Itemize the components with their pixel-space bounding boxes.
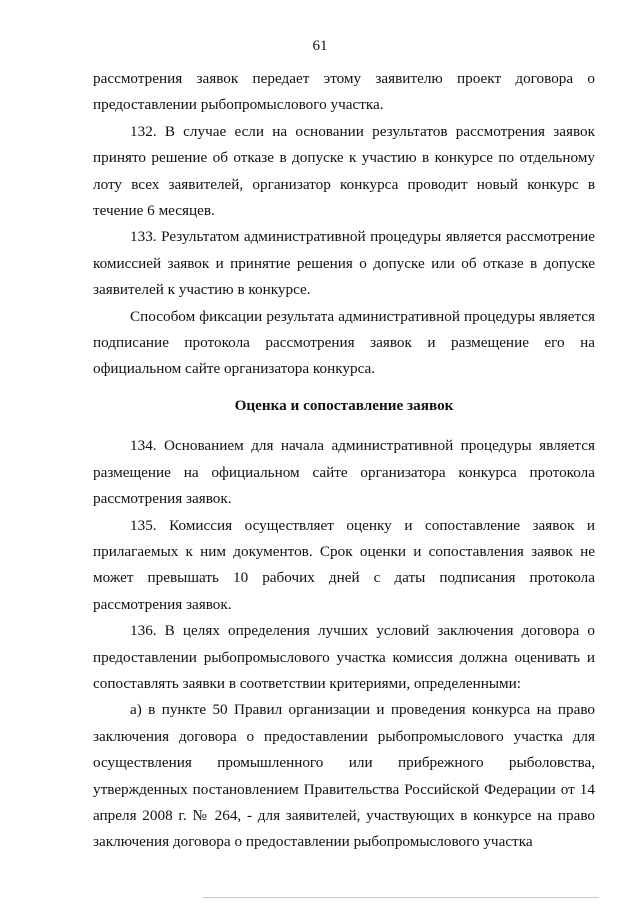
paragraph-132: 132. В случае если на основании результатов рассмотрения заявок принято решение об отказе в допуске к участию в конкурсе по отдельному лоту всех заявителей, организатор конкурса проводит новый конкурс в течение 6 месяцев. — [93, 122, 595, 220]
paragraph-continuation: рассмотрения заявок передает этому заявителю проект договора о предоставлении рыбопромыслового участка. — [93, 70, 595, 114]
paragraph-134: 134. Основанием для начала административной процедуры является размещение на официальном сайте организатора конкурса протокола рассмотрения заявок. — [93, 437, 595, 508]
paragraph-133: 133. Результатом административной процедуры является рассмотрение комиссией заявок и принятие решения о допуске или об отказе в допуске заявителей к участию в конкурсе. — [93, 228, 595, 299]
page-number: 61 — [312, 38, 328, 54]
paragraph-133-fixation: Способом фиксации результата административной процедуры является подписание протокола рассмотрения заявок и размещение его на официальном сайте организатора конкурса. — [93, 307, 595, 378]
paragraph-136: 136. В целях определения лучших условий заключения договора о предоставлении рыбопромыслового участка комиссия должна оценивать и сопоставлять заявки в соответствии критериями, определенными: — [93, 622, 595, 692]
section-heading: Оценка и сопоставление заявок — [234, 396, 454, 414]
paragraph-135: 135. Комиссия осуществляет оценку и сопоставление заявок и прилагаемых к ним документов. Срок оценки и сопоставления заявок не может превышать 10 рабочих дней с даты подписания протокола рассмотрения заявок. — [93, 516, 595, 613]
page-bottom-divider — [203, 897, 599, 898]
document-body — [93, 66, 595, 856]
paragraph-136-a: а) в пункте 50 Правил организации и проведения конкурса на право заключения договора о предоставлении рыбопромыслового участка для осуществления промышленного или прибрежного рыболовства, утвержденных постановлением Правительства Российской Федерации от 14 апреля 2008 г. № 264, - для заявителей, участвующих в конкурсе на право заключения договора о предоставлении рыбопромыслового участка — [93, 701, 595, 851]
